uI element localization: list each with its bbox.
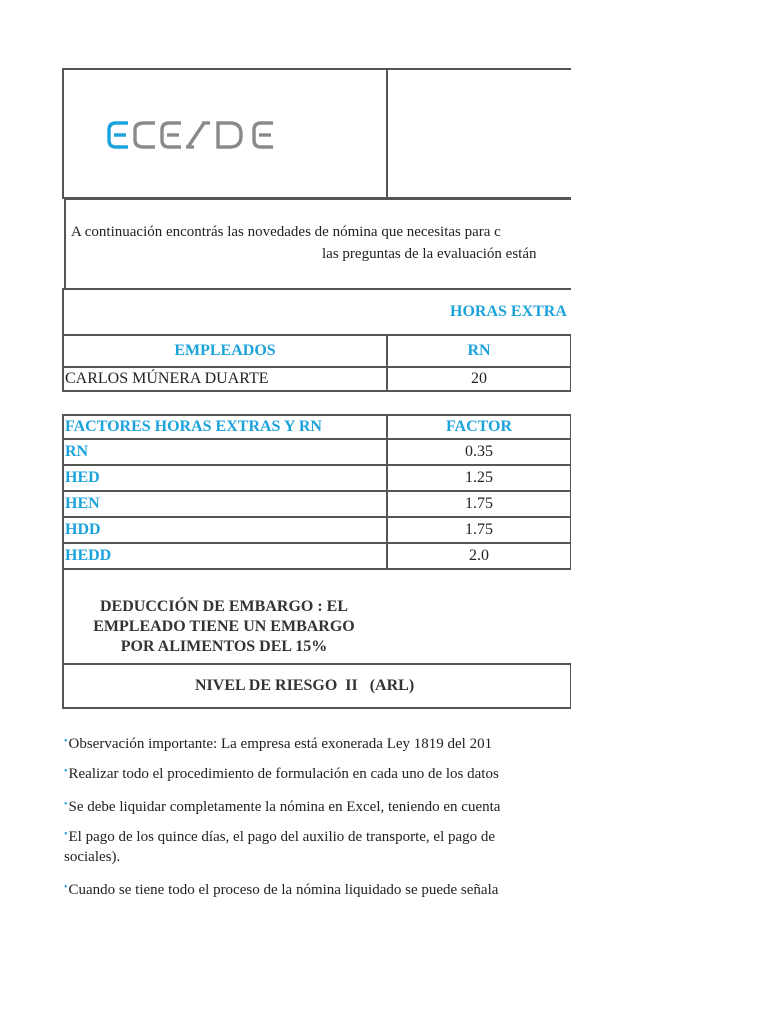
bullet-icon: • — [64, 882, 68, 893]
section-title: HORAS EXTRA — [450, 303, 567, 320]
table-row — [386, 366, 571, 392]
intro-box — [64, 198, 571, 290]
note-4-continued: sociales). — [64, 849, 121, 865]
employees-header-name: EMPLEADOS — [62, 334, 388, 368]
note-5: •Cuando se tiene todo el proceso de la nómina liquidado se puede señala — [64, 882, 499, 898]
svg-text:ECESDE: ECESDE — [106, 118, 110, 119]
employee-rn: 20 — [471, 370, 487, 387]
note-4: •El pago de los quince días, el pago del auxilio de transporte, el pago de — [64, 829, 496, 845]
bullet-icon: • — [64, 766, 68, 777]
factor-value-hdd: 1.75 — [386, 516, 571, 544]
employee-name: CARLOS MÚNERA DUARTE — [65, 370, 269, 387]
factor-label-rn: RN — [62, 438, 388, 466]
intro-line-1: A continuación encontrás las novedades de nómina que necesitas para c — [71, 224, 501, 240]
factors-header-label: FACTORES HORAS EXTRAS Y RN — [62, 414, 388, 440]
header-title-cell — [386, 68, 571, 199]
factors-header-factor: FACTOR — [386, 414, 571, 440]
note-1: •Observación importante: La empresa está exonerada Ley 1819 del 201 — [64, 736, 493, 752]
factor-label-hedd: HEDD — [62, 542, 388, 570]
factor-value-hed: 1.25 — [386, 464, 571, 492]
factor-label-hed: HED — [62, 464, 388, 492]
employees-header-rn: RN — [386, 334, 571, 368]
note-3: •Se debe liquidar completamente la nómina en Excel, teniendo en cuenta — [64, 799, 501, 815]
factor-label-hen: HEN — [62, 490, 388, 518]
bullet-icon: • — [64, 829, 68, 840]
factor-value-rn: 0.35 — [386, 438, 571, 466]
factor-label-hdd: HDD — [62, 516, 388, 544]
nivel-riesgo-box — [62, 663, 571, 709]
factor-value-hedd: 2.0 — [386, 542, 571, 570]
note-2: •Realizar todo el procedimiento de formulación en cada uno de los datos — [64, 766, 499, 782]
section-title-cell — [62, 288, 571, 336]
intro-line-2: las preguntas de la evaluación están — [322, 246, 537, 262]
bullet-icon: • — [64, 799, 68, 810]
factor-value-hen: 1.75 — [386, 490, 571, 518]
bullet-icon: • — [64, 736, 68, 747]
nivel-riesgo: NIVEL DE RIESGO II (ARL) — [195, 677, 415, 694]
deduccion-text: DEDUCCIÓN DE EMBARGO : EL EMPLEADO TIENE UN EMBARGO POR ALIMENTOS DEL 15% — [93, 598, 355, 655]
ecesde-logo — [106, 118, 280, 152]
table-row — [62, 366, 388, 392]
